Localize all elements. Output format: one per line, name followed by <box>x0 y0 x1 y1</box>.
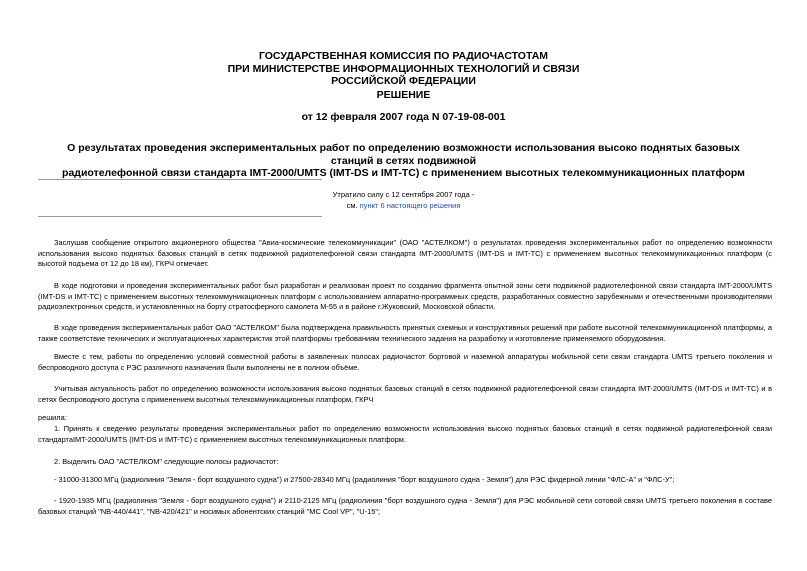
header-line-3: РОССИЙСКОЙ ФЕДЕРАЦИИ <box>331 75 476 87</box>
paragraph-band-2: - 1920-1935 МГц (радиолиния "Земля - борт воздушного судна") и 2110-2125 МГц (радиолиния "борт воздушного судна - Земля") для РЭС мобильной сети сотовой связи UMTS третьего поколения в составе базовых станций "NB-440/441", "NB-420/421" и носимых абонентских станций "MC Cool VP", "U-15"; <box>38 496 772 516</box>
issuing-authority-header <box>0 50 807 88</box>
status-reference <box>0 201 807 211</box>
decision-subject <box>50 142 757 180</box>
paragraph-item-2: 2. Выделить ОАО "АСТЕЛКОМ" следующие полосы радиочастот: <box>54 457 279 466</box>
paragraph-project: В ходе подготовки и проведения экспериментальных работ был разработан и реализован проект по созданию фрагмента опытной зоны сети подвижной радиотелефонной связи стандарта IMT-2000/UMTS (IMT-DS и IMT-TC) с применением высотных телекоммуникационных платформ с использованием аппаратно-программных средств, разработанных совместно зарубежными и отечественными производителями радиоэлектронных средств, и установленных на борту стратосферного самолета М-55 и в районе г.Жуковский, Московской области. <box>38 281 772 311</box>
paragraph-confirmation: В ходе проведения экспериментальных работ ОАО "АСТЕЛКОМ" была подтверждена правильность принятых схемных и конструктивных решений при работе высотной телекоммуникационной платформы, а также соответствие технических и эксплуатационных характеристик этой платформы требованиям технического задания на разработку и изготовление применяемого оборудования. <box>38 323 772 343</box>
status-note: Утратило силу с 12 сентября 2007 года - <box>332 190 475 199</box>
paragraph-band-1: - 31000-31300 МГц (радиолиния "Земля - борт воздушного судна") и 27500-28340 МГц (радиолиния "борт воздушного судна - Земля") для РЭС фидерной линии "ФЛС-А" и "ФЛС-У"; <box>54 475 675 484</box>
decision-title: РЕШЕНИЕ <box>376 89 431 101</box>
subject-line-1: О результатах проведения экспериментальных работ по определению возможности использования высоко поднятых базовых станций в сетях подвижной <box>67 142 740 167</box>
paragraph-relevance: Учитывая актуальность работ по определению возможности использования высоко поднятых базовых станций в сетях подвижной радиотелефонной связи стандарта IMT-2000/UMTS (IMT-DS и IMT-TC) и в сетях беспроводного доступа с применением высотных телекоммуникационных платформ, ГКРЧ <box>38 384 772 404</box>
paragraph-item-1: 1. Принять к сведению результаты проведения экспериментальных работ по определению возможности использования высоко поднятых базовых станций в сетях подвижной радиотелефонной связи стандартаIMT-2000/UMTS (IMT-DS и IMT-TC) с применением высотных телекоммуникационных платформ. <box>38 424 772 444</box>
header-line-2: ПРИ МИНИСТЕРСТВЕ ИНФОРМАЦИОННЫХ ТЕХНОЛОГИЙ И СВЯЗИ <box>227 62 580 75</box>
paragraph-preamble: Заслушав сообщение открытого акционерного общества "Авиа-космические телекоммуникации" (ОАО "АСТЕЛКОМ") о результатах проведения экспериментальных работ по определению возможности использования высоко поднятых базовых станций в сетях подвижной радиотелефонной связи стандарта IMT-2000/UMTS (IMT-DS и IMT-TC) с применением высотных телекоммуникационных платформ (с высотой подъема от 12 до 18 км), ГКРЧ отмечает. <box>38 238 772 268</box>
status-reference-prefix: см. <box>346 201 360 210</box>
subject-line-2: радиотелефонной связи стандарта IMT-2000/UMTS (IMT-DS и IMT-TC) с применением высотных телекоммуникационных платформ <box>62 167 745 179</box>
divider-bottom <box>38 216 322 217</box>
paragraph-limitations: Вместе с тем, работы по определению условий совместной работы в заявленных полосах радиочастот бортовой и наземной аппаратуры мобильной сети связи стандарта UMTS третьего поколения и беспроводного доступа с РЭС различного назначения были выполнены не в полном объёме. <box>38 352 772 372</box>
decision-date: от 12 февраля 2007 года N 07-19-08-001 <box>301 111 506 123</box>
status-reference-link[interactable]: пункт 6 настоящего решения <box>359 201 461 210</box>
header-line-1: ГОСУДАРСТВЕННАЯ КОМИССИЯ ПО РАДИОЧАСТОТАМ <box>258 50 549 62</box>
divider-top <box>38 179 322 180</box>
paragraph-resolved: решила: <box>38 413 67 422</box>
